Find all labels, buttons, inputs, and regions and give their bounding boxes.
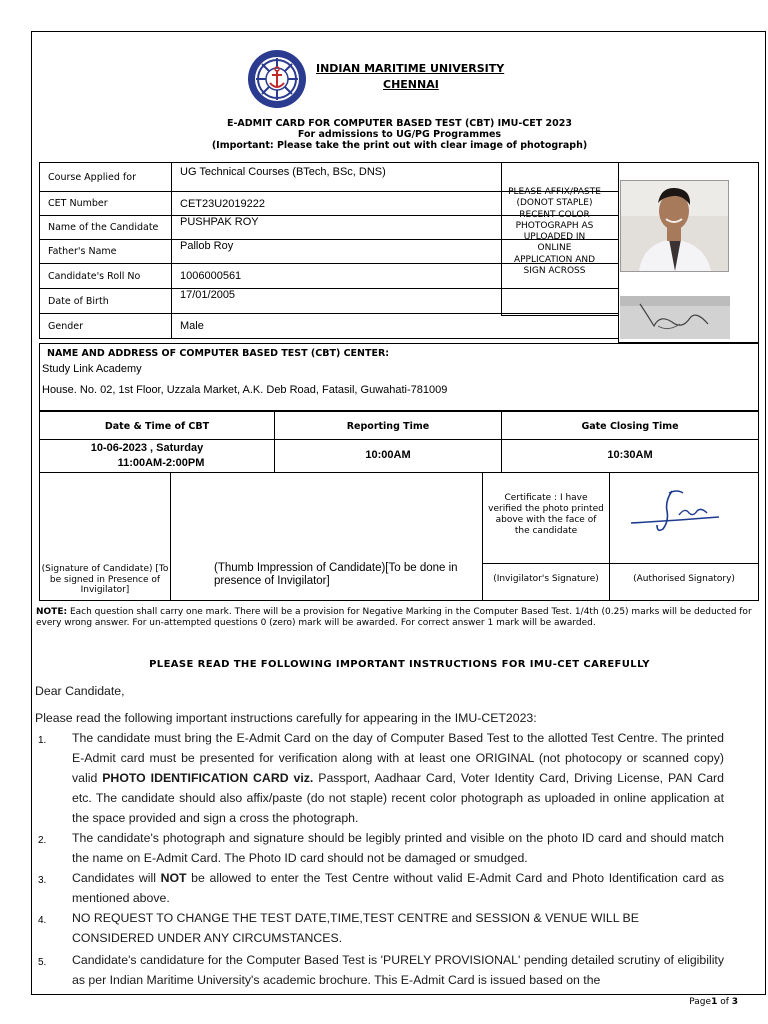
cbt-time: 11:00AM-2:00PM [117,457,205,469]
marking-note [36,607,756,629]
invigilator-signature-label: (Invigilator's Signature) [493,574,599,584]
reporting-time: 10:00AM [365,449,411,461]
list-item-bold: NOT [160,871,187,885]
candidate-photo [620,180,729,272]
university-logo-icon [247,49,307,109]
table-row [40,314,619,339]
admit-card-title: E-ADMIT CARD FOR COMPUTER BASED TEST (CBT) IMU-CET 2023 [227,118,572,129]
cet-number-value: CET23U2019222 [172,192,619,216]
list-item-text: Candidate's candidature for the Computer Based Test is 'PURELY PROVISIONAL' pending detailed scrutiny of eligibility as per Indian Maritime University's academic brochure. This E-Admit Card is issued based on the [72,953,724,987]
list-item-number: 4. [38,915,47,926]
signature-scribble-icon [620,296,730,339]
list-item-number: 1. [38,735,47,746]
test-center-name: Study Link Academy [42,363,142,375]
roll-no-value: 1006000561 [172,264,619,289]
authorised-signature-icon [627,487,727,535]
candidate-name-value: PUSHPAK ROY [172,216,619,240]
list-item-number: 5. [38,957,47,968]
admission-subtitle: For admissions to UG/PG Programmes [297,129,502,140]
course-value: UG Technical Courses (BTech, BSc, DNS) [172,163,619,192]
instructions-intro: Please read the following important instructions carefully for appearing in the IMU-CET2023: [35,711,537,725]
university-name: INDIAN MARITIME UNIVERSITY [316,62,505,75]
page-of: of [717,997,732,1007]
candidate-signature-label: (Signature of Candidate) [To be signed in Presence of Invigilator] [41,564,169,595]
page-current: 1 [711,997,718,1007]
list-item [72,868,724,908]
list-item [72,828,724,868]
candidate-signature-image [620,296,730,339]
cbt-date-time [39,441,275,471]
thumb-impression-label: (Thumb Impression of Candidate)[To be done in presence of Invigilator] [214,562,458,587]
list-item-text: The candidate must bring the E-Admit Card on the day of Computer Based Test to the allotted Test Centre. The printed E-Admit card must be presented for verification along with at least one ORIGINAL (not photocopy or scanned copy) valid [72,731,724,785]
photo-instruction: PLEASE AFFIX/PASTE (DONOT STAPLE) RECENT COLOR PHOTOGRAPH AS UPLOADED IN ONLINE APPLICATION AND SIGN ACROSS [508,187,601,277]
list-item-text: Passport, Aadhaar Card, Voter Identity Card, Driving License, PAN Card etc. The candidate should also affix/paste (do not staple) recent color photograph as uploaded in online application at the space provided and sign a cross the photograph. [72,771,724,825]
list-item [72,908,724,948]
list-item-text: be allowed to enter the Test Centre without valid E-Admit Card and Photo Identification card as mentioned above. [72,871,725,905]
list-item [72,728,724,828]
roll-no-label: Candidate's Roll No [40,264,172,289]
list-item [72,950,724,990]
list-item-number: 3. [38,875,47,886]
university-city: CHENNAI [383,78,439,91]
page-number [689,997,738,1007]
gate-closing-header: Gate Closing Time [581,421,679,432]
greeting: Dear Candidate, [35,684,125,698]
important-note-header: (Important: Please take the print out with clear image of photograph) [211,140,588,151]
test-center-title: NAME AND ADDRESS OF COMPUTER BASED TEST (CBT) CENTER: [47,348,390,359]
person-photo-icon [621,181,728,271]
reporting-header: Reporting Time [346,421,430,432]
test-center-address: House. No. 02, 1st Floor, Uzzala Market, A.K. Deb Road, Fatasil, Guwahati-781009 [42,384,448,396]
list-item-text: Candidates will [72,871,161,885]
page-prefix: Page [689,997,712,1007]
admit-card-page [31,31,766,995]
dob-label: Date of Birth [40,289,172,314]
list-item-number: 2. [38,835,47,846]
list-item-bold: PHOTO IDENTIFICATION CARD viz. [102,771,314,785]
certificate-text: Certificate : I have verified the photo printed above with the face of the candidate [488,493,604,536]
gate-closing-time: 10:30AM [607,449,653,461]
authorised-signatory-label: (Authorised Signatory) [633,574,735,584]
cet-number-label: CET Number [40,192,172,216]
list-item-text: The candidate's photograph and signature should be legibly printed and visible on the photo ID card and should match the name on E-Admit Card. The Photo ID card should not be damaged or smudged. [72,831,724,865]
note-text: Each question shall carry one mark. There will be a provision for Negative Marking in the Computer Based Test. 1/4th (0.25) marks will be deducted for every wrong answer. For un-attempted questions 0 (zero) mark will be awarded. For correct answer 1 mark will be awarded. [36,607,752,628]
father-name-value: Pallob Roy [172,240,619,264]
cbt-date: 10-06-2023 , Saturday [90,442,204,454]
date-time-header: Date & Time of CBT [104,421,210,432]
gender-label: Gender [40,314,172,339]
page-total: 3 [731,997,738,1007]
gender-value: Male [172,314,619,339]
candidate-name-label: Name of the Candidate [40,216,172,240]
instructions-title: PLEASE READ THE FOLLOWING IMPORTANT INSTRUCTIONS FOR IMU-CET CAREFULLY [149,659,650,670]
list-item-text: NO REQUEST TO CHANGE THE TEST DATE,TIME,TEST CENTRE and SESSION & VENUE WILL BE CONSIDERED UNDER ANY CIRCUMSTANCES. [72,911,639,945]
dob-value: 17/01/2005 [172,289,619,314]
father-name-label: Father's Name [40,240,172,264]
note-label: NOTE: [36,607,68,617]
course-label: Course Applied for [40,163,172,192]
